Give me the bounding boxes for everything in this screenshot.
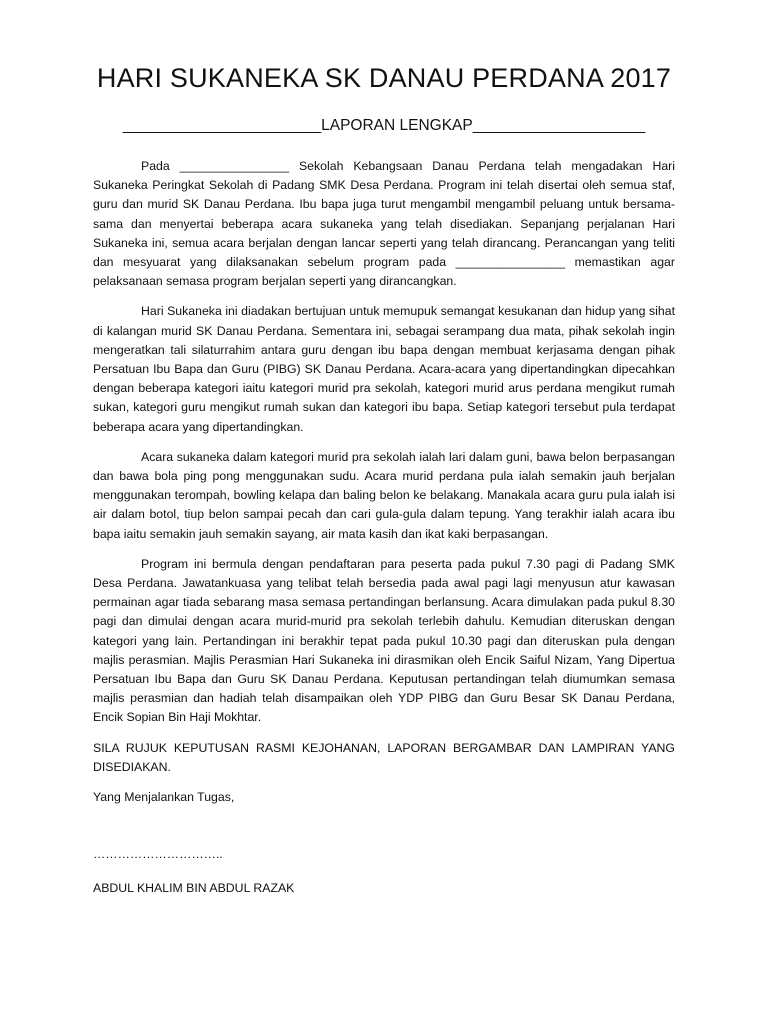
notice-text: SILA RUJUK KEPUTUSAN RASMI KEJOHANAN, LAPORAN BERGAMBAR DAN LAMPIRAN YANG DISEDIAKAN. — [93, 740, 675, 774]
document-page — [93, 60, 675, 898]
paragraph-objectives: Hari Sukaneka ini diadakan bertujuan untuk memupuk semangat kesukanan dan hidup yang sihat di kalangan murid SK Danau Perdana. Sementara ini, sebagai serampang dua mata, pihak sekolah ingin mengeratkan tali silaturrahim antara guru dengan ibu bapa dengan membuat kerjasama dengan pihak Persatuan Ibu Bapa dan Guru (PIBG) SK Danau Perdana. Acara-acara yang dipertandingkan dipecahkan dengan beberapa kategori iaitu kategori murid pra sekolah, kategori murid arus perdana mengikut rumah sukan, kategori guru mengikut rumah sukan dan kategori ibu bapa. Setiap kategori tersebut pula terdapat beberapa acara yang dipertandingkan. — [93, 304, 675, 434]
signatory-name: ABDUL KHALIM BIN ABDUL RAZAK — [93, 880, 295, 895]
signature-line: ………………………….. — [93, 847, 223, 862]
document-subtitle: _______________________LAPORAN LENGKAP____________________ — [122, 117, 646, 134]
document-title: HARI SUKANEKA SK DANAU PERDANA 2017 — [96, 63, 672, 93]
paragraph-introduction: Pada ________________ Sekolah Kebangsaan Danau Perdana telah mengadakan Hari Sukaneka Peringkat Sekolah di Padang SMK Desa Perdana. Program ini telah disertai oleh semua staf, guru dan murid SK Danau Perdana. Ibu bapa juga turut mengambil mengambil peluang untuk bersama-sama dan menyertai beberapa acara sukaneka yang telah disediakan. Sepanjang perjalanan Hari Sukaneka ini, semua acara berjalan dengan lancar seperti yang telah dirancang. Perancangan yang teliti dan mesyuarat yang dilaksanakan sebelum program pada ________________ memastikan agar pelaksanaan semasa program berjalan seperti yang dirancangkan. — [93, 159, 675, 289]
paragraph-events: Acara sukaneka dalam kategori murid pra sekolah ialah lari dalam guni, bawa belon berpasangan dan bawa bola ping pong menggunakan sudu. Acara murid perdana pula ialah semakin jauh berjalan menggunakan terompah, bowling kelapa dan baling belon ke belakang. Manakala acara guru pula ialah isi air dalam botol, tiup belon sampai pecah dan cari gula-gula dalam tepung. Yang terakhir ialah acara ibu bapa iaitu semakin jauh semakin sayang, air mata kasih dan ikat kaki berpasangan. — [93, 449, 675, 541]
document-body — [93, 157, 675, 898]
closing-text: Yang Menjalankan Tugas, — [93, 790, 235, 805]
paragraph-programme: Program ini bermula dengan pendaftaran para peserta pada pukul 7.30 pagi di Padang SMK Desa Perdana. Jawatankuasa yang telibat telah bersedia pada awal pagi lagi menyusun atur kawasan permainan agar tiada sebarang masa semasa pertandingan berlansung. Acara dimulakan pada pukul 8.30 pagi dan dimulai dengan acara murid-murid pra sekolah terlebih dahulu. Kemudian diteruskan dengan kategori yang lain. Pertandingan ini berakhir tepat pada pukul 10.30 pagi dan diteruskan pula dengan majlis perasmian. Majlis Perasmian Hari Sukaneka ini dirasmikan oleh Encik Saiful Nizam, Yang Dipertua Persatuan Ibu Bapa dan Guru SK Danau Perdana. Keputusan pertandingan telah diumumkan semasa majlis perasmian dan hadiah telah disampaikan oleh YDP PIBG dan Guru Besar SK Danau Perdana, Encik Sopian Bin Haji Mokhtar. — [93, 556, 675, 725]
